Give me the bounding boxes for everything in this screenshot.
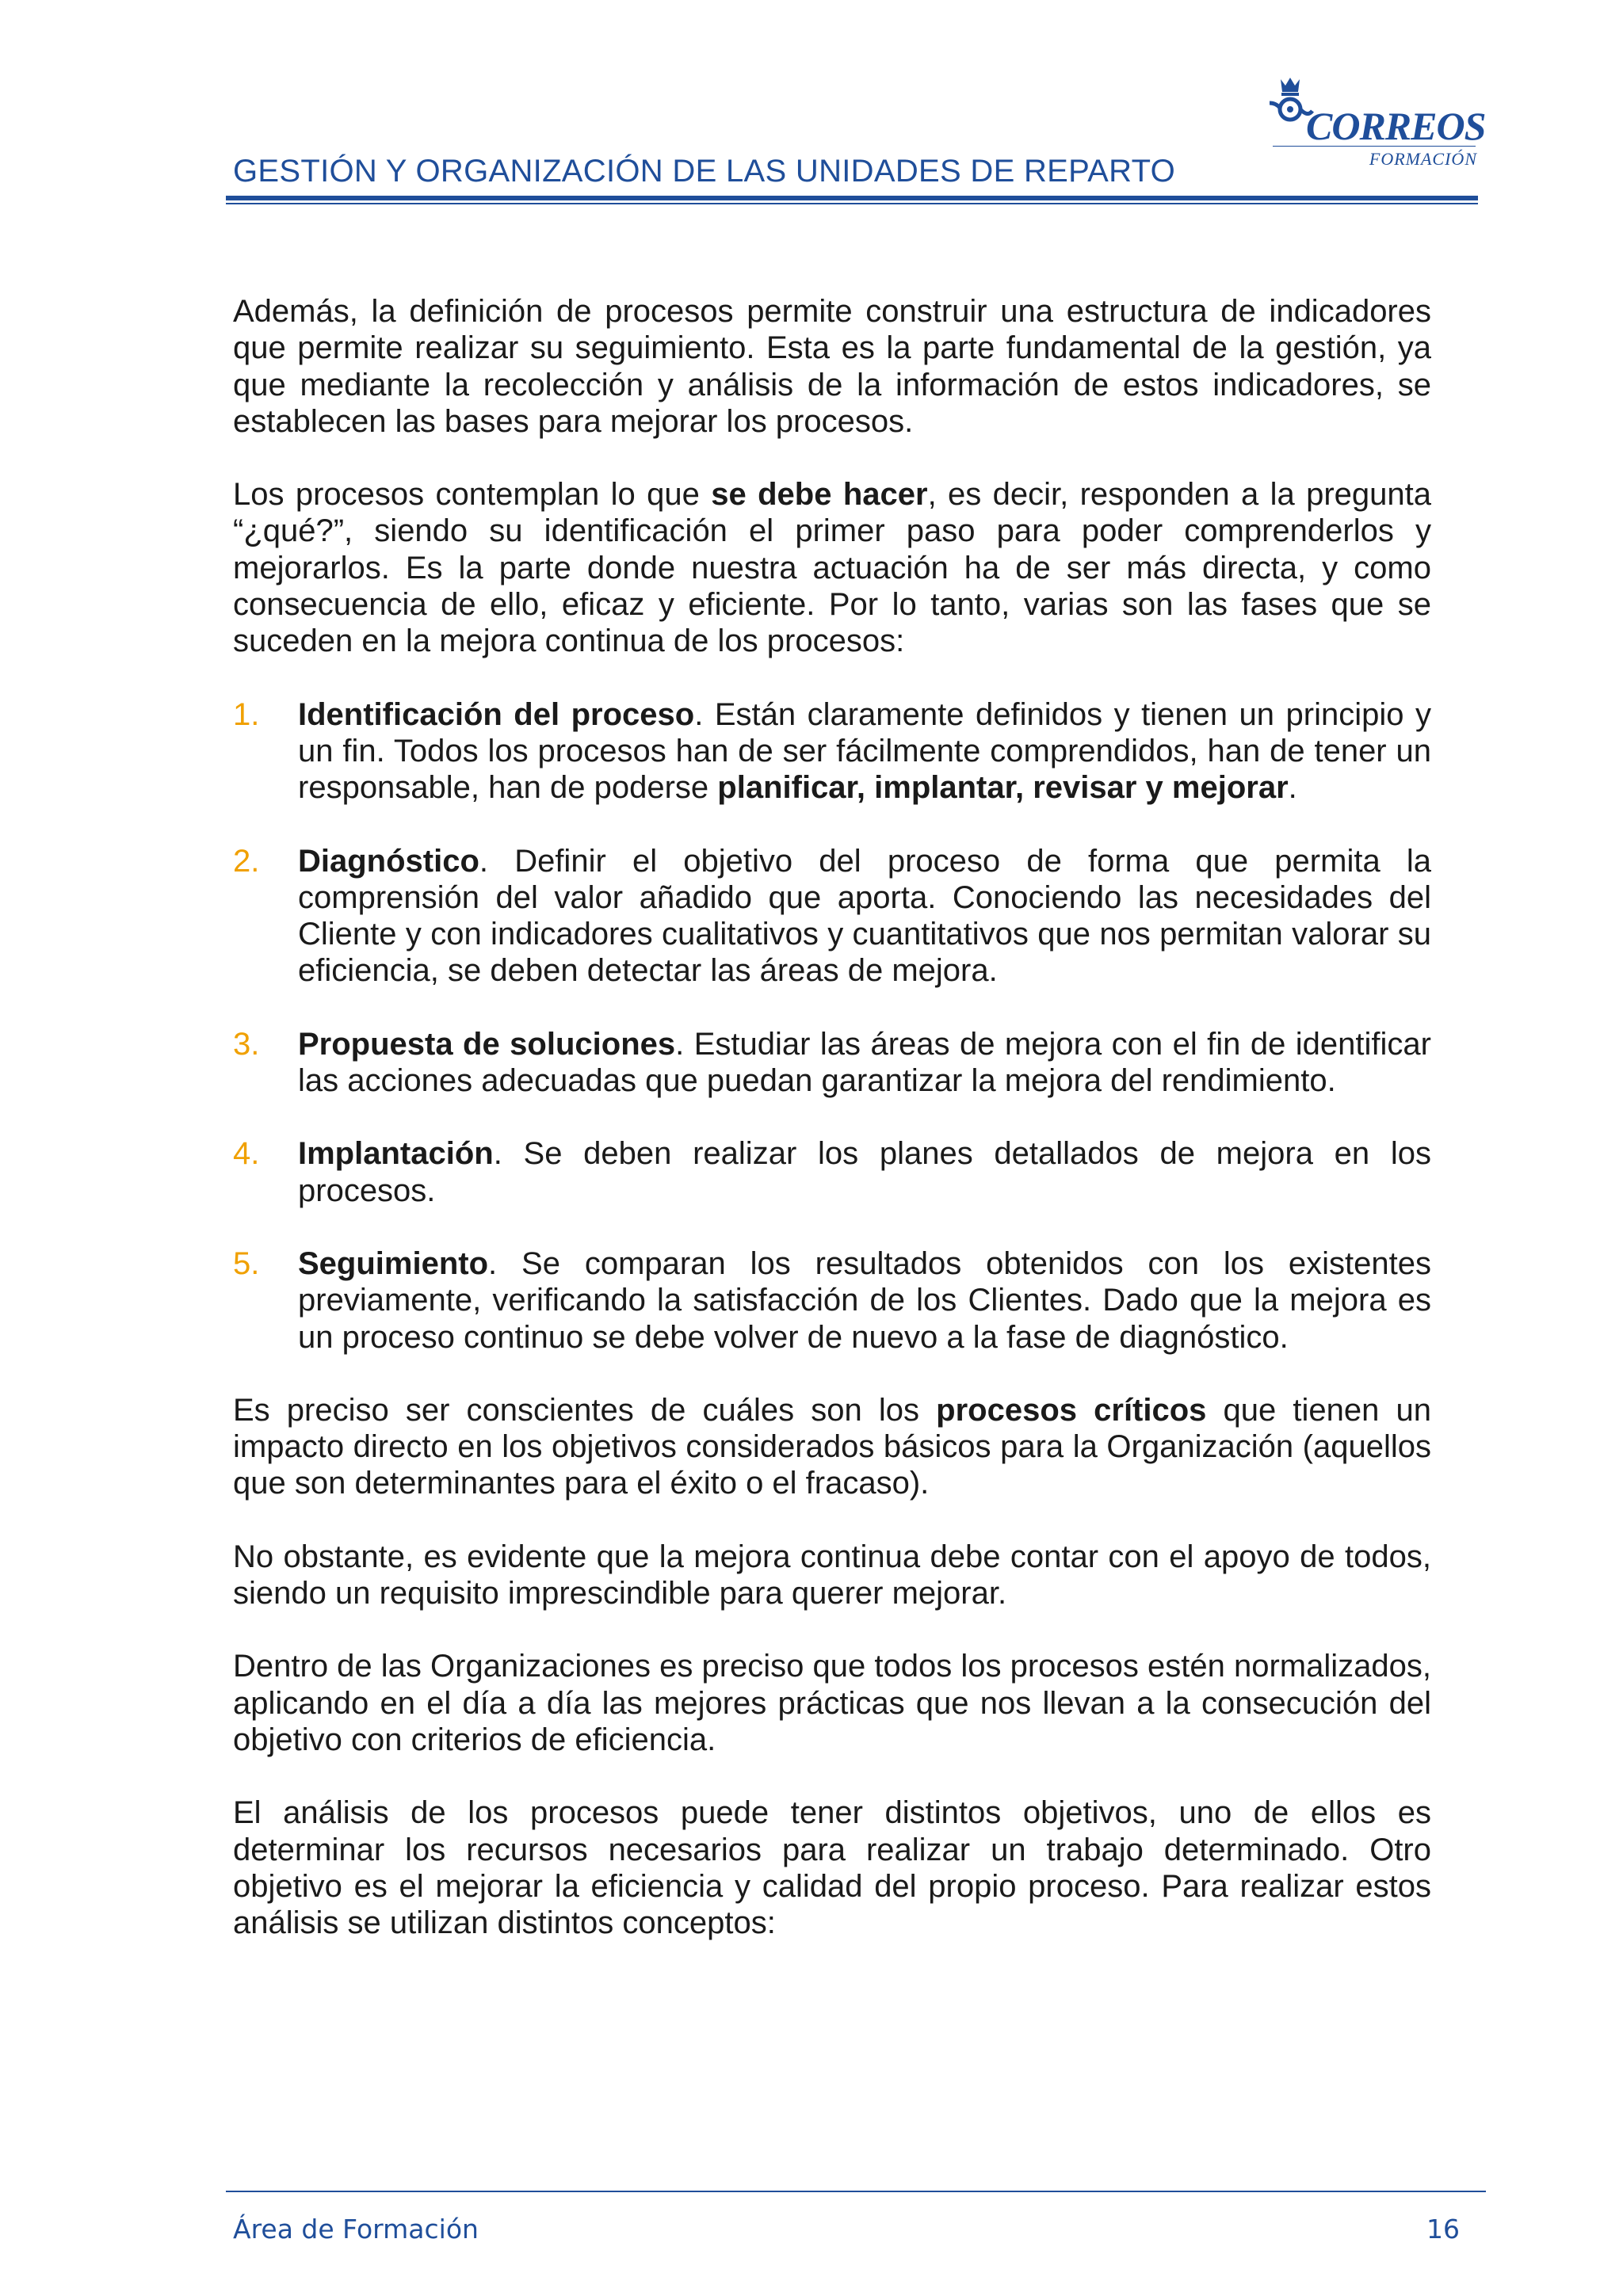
header-rule-thick [226,196,1478,200]
paragraph-5: Dentro de las Organizaciones es preciso que todos los procesos estén normalizados, aplicando en el día a día las mejores prácticas que nos llevan a la consecución del objetivo con criterios de eficiencia. [233,1649,1431,1757]
footer-rule [226,2191,1486,2192]
p2-text-after: , es decir, responden a la pregunta “¿qué?”, siendo su identificación el primer paso para poder comprenderlos y mejorarlos. Es la parte donde nuestra actuación ha de ser más directa, y como consecuencia de ello, eficaz y eficiente. Por lo tanto, varias son las fases que se suceden en la mejora continua de los procesos: [233,477,1431,659]
page-number: 16 [1426,2214,1460,2245]
step-bold: planificar, implantar, revisar y mejorar [717,770,1289,806]
p3-text-before: Es preciso ser conscientes de cuáles son los [233,1392,937,1428]
step-title: Seguimiento [298,1245,489,1281]
step-title: Implantación [298,1136,494,1172]
paragraph-6: El análisis de los procesos puede tener distintos objetivos, uno de ellos es determinar los recursos necesarios para realizar un trabajo determinado. Otro objetivo es el mejorar la eficiencia y calidad del propio proceso. Para realizar estos análisis se utilizan distintos conceptos: [233,1795,1431,1941]
step-text: . Están claramente definidos y tienen un principio y un fin. Todos los procesos han de ser fácilmente comprendidos, han de tener un responsable, han de poderse [298,696,1431,806]
list-item [233,1026,1431,1100]
header-rule-thin [226,203,1478,204]
step-text: . Se comparan los resultados obtenidos con los existentes previamente, verificando la satisfacción de los Clientes. Dado que la mejora es un proceso continuo se debe volver de nuevo a la fase de diagnóstico. [298,1245,1431,1355]
paragraph-4: No obstante, es evidente que la mejora continua debe contar con el apoyo de todos, siendo un requisito imprescindible para querer mejorar. [233,1539,1431,1611]
paragraph-1: Además, la definición de procesos permite construir una estructura de indicadores que permite realizar su seguimiento. Esta es la parte fundamental de la gestión, ya que mediante la recolección y análisis de la información de estos indicadores, se establecen las bases para mejorar los procesos. [233,294,1431,439]
logo-subtitle: FORMACIÓN [1369,149,1477,169]
list-number: 3. [233,1026,260,1062]
logo-wordmark: CORREOS [1306,104,1486,148]
p2-bold: se debe hacer [711,477,928,513]
step-text: . Estudiar las áreas de mejora con el fin de identificar las acciones adecuadas que puedan garantizar la mejora del rendimiento. [298,1026,1431,1099]
list-item [233,1245,1431,1356]
p2-text-before: Los procesos contemplan lo que [233,477,712,513]
list-number: 2. [233,843,260,879]
paragraph-3 [233,1392,1431,1502]
logo-divider [1273,146,1476,147]
paragraph-2 [233,476,1431,659]
step-text-end: . [1288,770,1297,806]
step-title: Diagnóstico [298,843,479,879]
page-header-title: GESTIÓN Y ORGANIZACIÓN DE LAS UNIDADES DE REPARTO [233,154,1176,189]
list-number: 1. [233,696,260,732]
footer-label: Área de Formación [233,2214,479,2245]
p3-text-after: que tienen un impacto directo en los objetivos considerados básicos para la Organización (aquellos que son determinantes para el éxito o el fracaso). [233,1392,1432,1501]
correos-logo [1266,74,1486,174]
step-title: Identificación del proceso [298,696,695,732]
step-text: . Definir el objetivo del proceso de forma que permita la comprensión del valor añadido que aporta. Conociendo las necesidades del Cliente y con indicadores cualitativos y cuantitativos que nos permitan valorar su eficiencia, se deben detectar las áreas de mejora. [298,843,1431,989]
page-body [233,293,1431,1978]
list-item [233,843,1431,990]
list-item [233,1135,1431,1209]
list-number: 5. [233,1245,260,1281]
step-title: Propuesta de soluciones [298,1026,676,1062]
list-item [233,696,1431,807]
step-text: . Se deben realizar los planes detallados de mejora en los procesos. [298,1136,1431,1208]
p3-bold: procesos críticos [936,1392,1207,1428]
list-number: 4. [233,1136,260,1172]
process-phases-list [233,696,1431,1356]
